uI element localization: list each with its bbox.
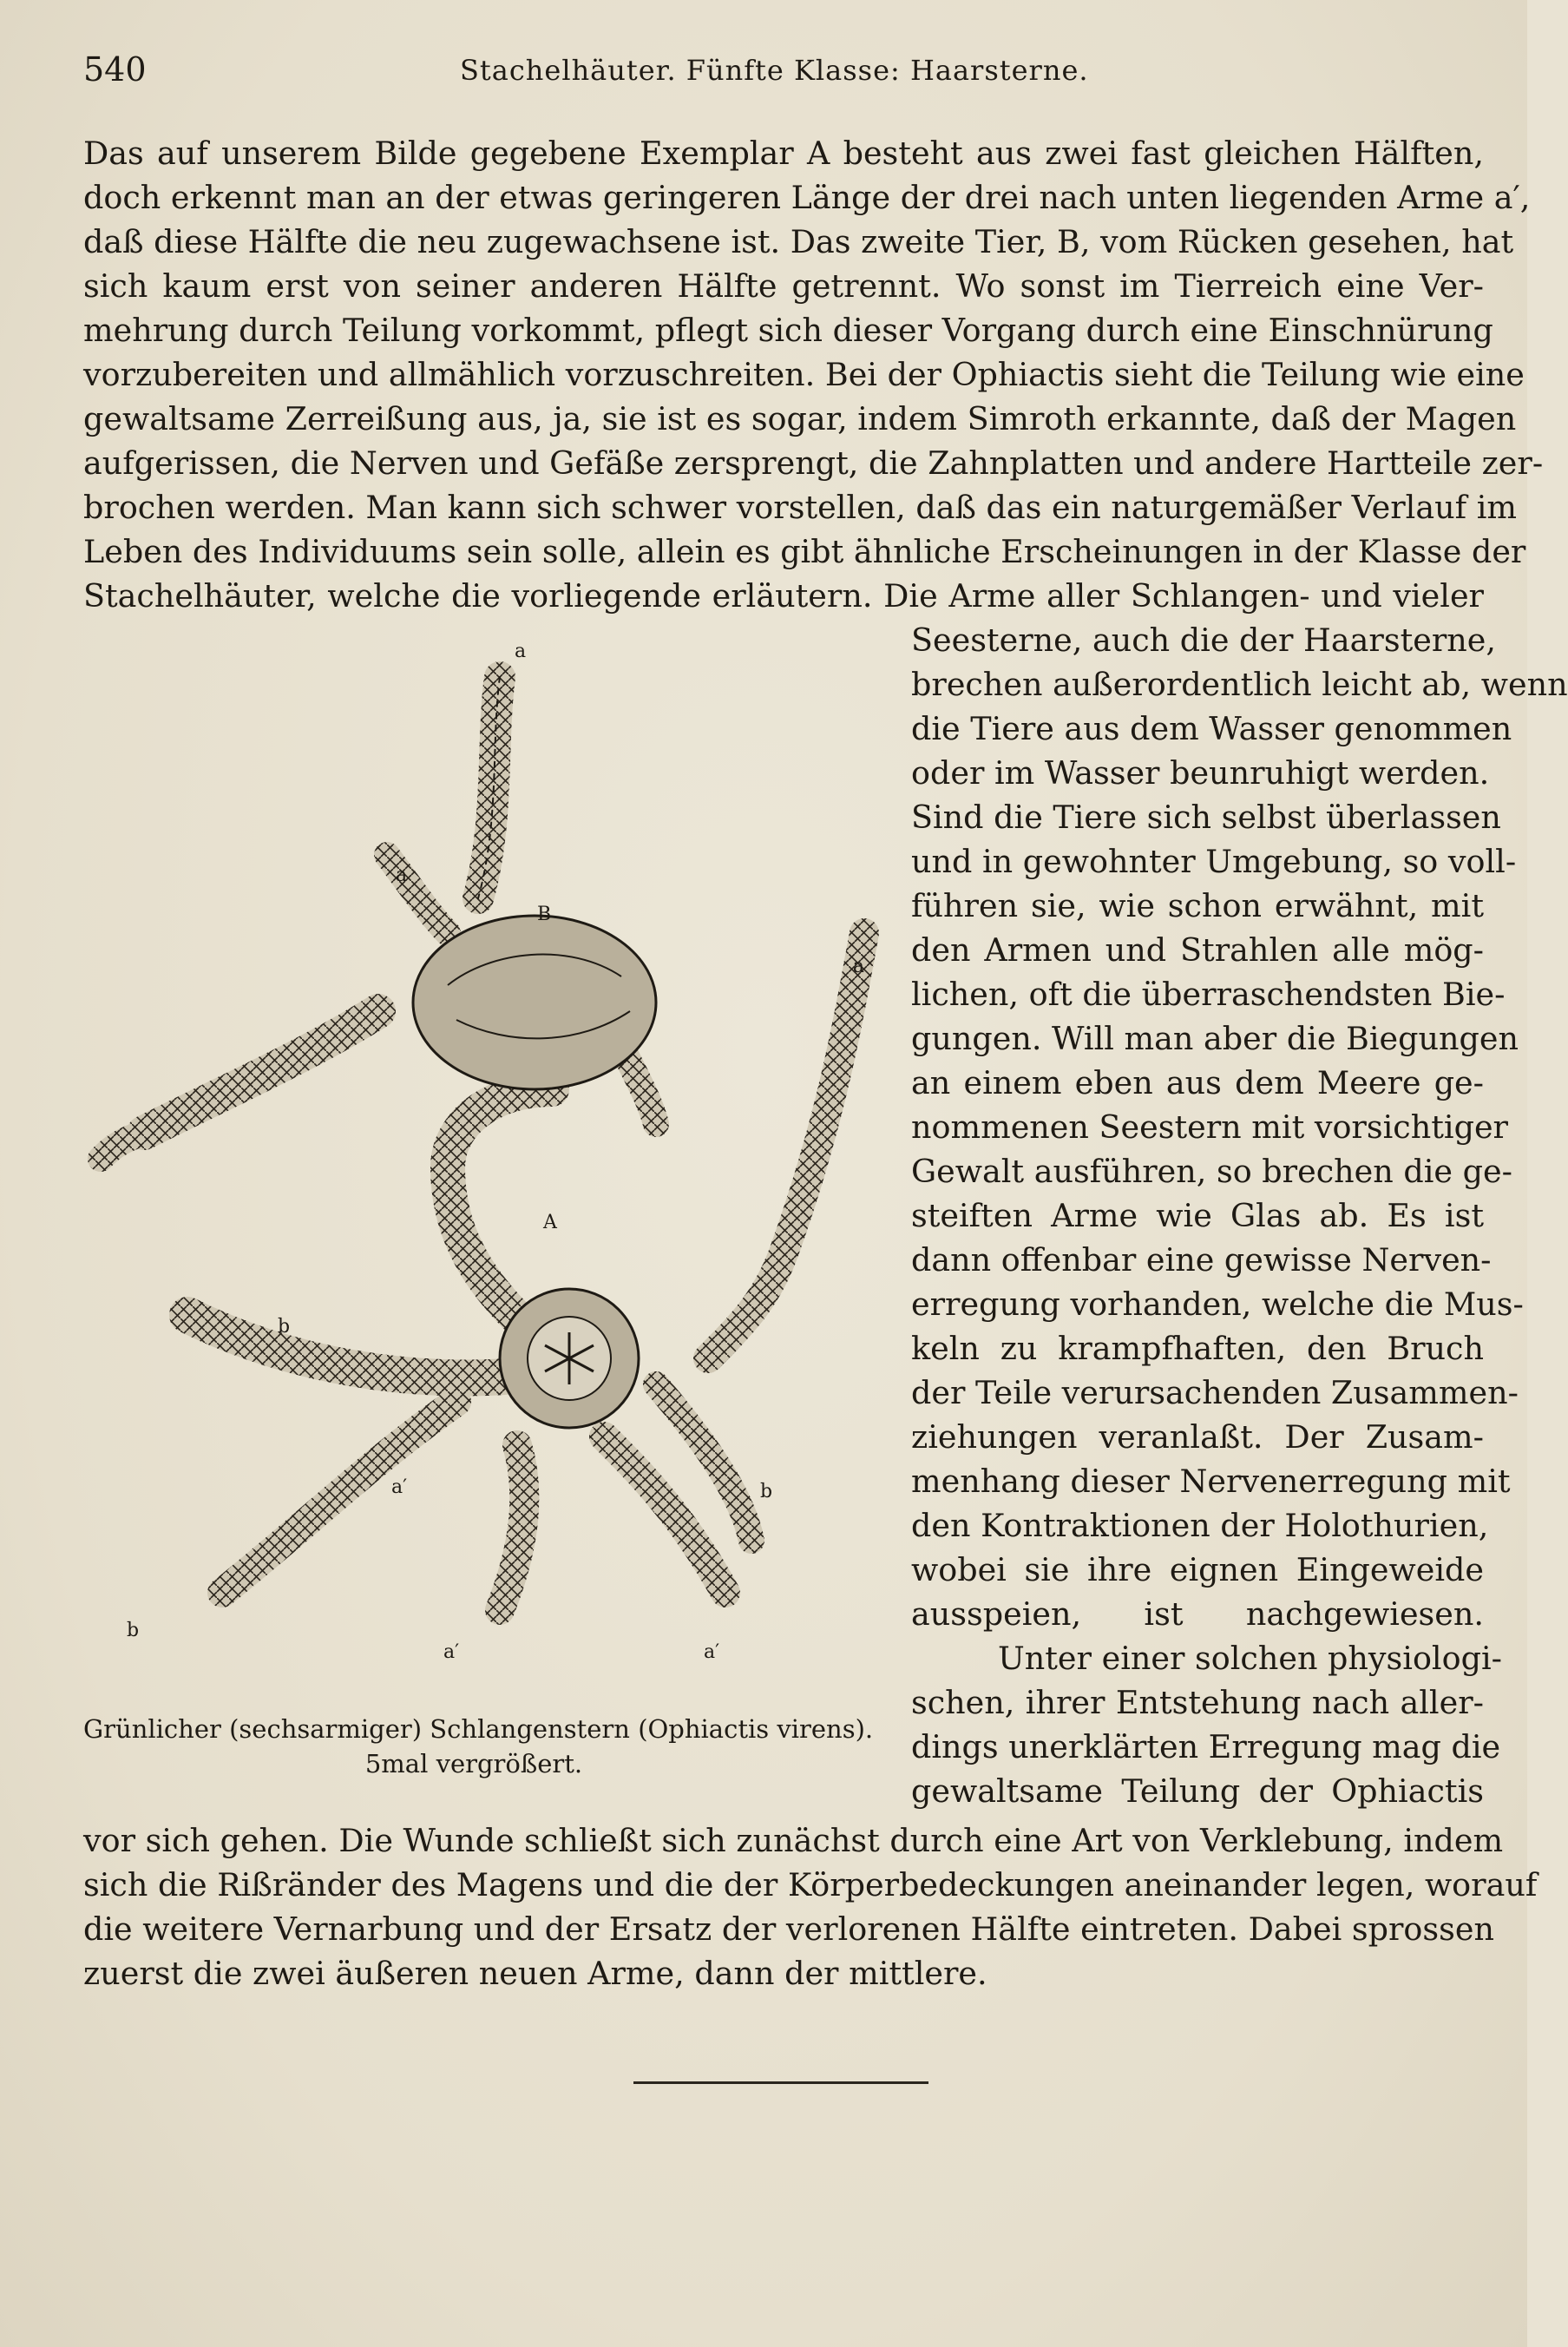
body-line: zuerst die zwei äußeren neuen Arme, dann der mittlere. (83, 1955, 987, 1992)
column-line: führen sie, wie schon erwähnt, mit (911, 887, 1484, 924)
body-line: sich die Rißränder des Magens und die der Körperbedeckungen aneinander legen, worauf (83, 1866, 1538, 1903)
column-line: den Kontraktionen der Holothurien, (911, 1507, 1489, 1544)
column-line: gungen. Will man aber die Biegungen (911, 1020, 1519, 1057)
body-line: Leben des Individuums sein solle, allein es gibt ähnliche Erscheinungen in der Klasse der (83, 533, 1526, 570)
figure-ophiactis (83, 638, 874, 1778)
body-line: Stachelhäuter, welche die vorliegende erläutern. Die Arme aller Schlangen- und vieler (83, 577, 1484, 615)
column-line: Sind die Tiere sich selbst überlassen (911, 799, 1501, 836)
figure-label: b (278, 1316, 291, 1338)
body-line: mehrung durch Teilung vorkommt, pflegt sich dieser Vorgang durch eine Einschnürung (83, 312, 1493, 349)
column-line: schen, ihrer Entstehung nach aller- (911, 1684, 1484, 1721)
column-line: brechen außerordentlich leicht ab, wenn (911, 666, 1568, 703)
column-line: wobei sie ihre eignen Eingeweide (911, 1551, 1484, 1588)
figure-caption-magnification: 5mal vergrößert. (364, 1749, 583, 1778)
brittle-star-illustration (83, 638, 864, 1714)
arm-strokes (101, 677, 864, 1610)
column-line: erregung vorhanden, welche die Mus- (911, 1285, 1524, 1323)
body-line: daß diese Hälfte die neu zugewachsene ist. Das zweite Tier, B, vom Rücken gesehen, hat (83, 223, 1514, 260)
column-line: Unter einer solchen physiologi- (998, 1640, 1502, 1677)
figure-label: a′ (391, 1476, 408, 1498)
running-head: Stachelhäuter. Fünfte Klasse: Haarsterne. (460, 54, 1089, 87)
column-line: dann offenbar eine gewisse Nerven- (911, 1241, 1492, 1279)
column-line: Gewalt ausführen, so brechen die ge- (911, 1153, 1512, 1190)
body-line: die weitere Vernarbung und der Ersatz der verlorenen Hälfte eintreten. Dabei sprossen (83, 1910, 1494, 1948)
body-line: aufgerissen, die Nerven und Gefäße zersprengt, die Zahnplatten und andere Hartteile zer- (83, 444, 1544, 482)
column-line: oder im Wasser beunruhigt werden. (911, 754, 1490, 792)
column-line: ausspeien, ist nachgewiesen. (911, 1595, 1484, 1633)
column-line: steiften Arme wie Glas ab. Es ist (911, 1197, 1484, 1234)
figure-label: a (515, 641, 527, 662)
column-line: Seesterne, auch die der Haarsterne, (911, 621, 1497, 659)
column-line: der Teile verursachenden Zusammen- (911, 1374, 1519, 1411)
body-line: doch erkennt man an der etwas geringeren Länge der drei nach unten liegenden Arme a′, (83, 179, 1531, 216)
column-line: den Armen und Strahlen alle mög- (911, 931, 1484, 969)
column-line: menhang dieser Nervenerregung mit (911, 1463, 1511, 1500)
page-number: 540 (83, 50, 147, 89)
figure-label: b (760, 1481, 773, 1502)
body-line: Das auf unserem Bilde gegebene Exemplar A besteht aus zwei fast gleichen Hälften, (83, 135, 1484, 172)
column-line: lichen, oft die überraschendsten Bie- (911, 976, 1506, 1013)
figure-caption: Grünlicher (sechsarmiger) Schlangenstern (Ophiactis virens). (83, 1714, 874, 1744)
body-line: vorzubereiten und allmählich vorzuschreiten. Bei der Ophiactis sieht die Teilung wie eine (83, 356, 1525, 393)
body-line: sich kaum erst von seiner anderen Hälfte getrennt. Wo sonst im Tierreich eine Ver- (83, 267, 1484, 305)
column-line: an einem eben aus dem Meere ge- (911, 1064, 1484, 1101)
figure-label: a′ (443, 1641, 460, 1663)
column-line: die Tiere aus dem Wasser genommen (911, 710, 1512, 747)
figure-label: b (127, 1620, 140, 1641)
disc-specimen-b (413, 916, 656, 1089)
figure-label: a′ (704, 1641, 720, 1663)
column-line: ziehungen veranlaßt. Der Zusam- (911, 1418, 1484, 1456)
column-line: gewaltsame Teilung der Ophiactis (911, 1772, 1484, 1810)
column-line: keln zu krampfhaften, den Bruch (911, 1330, 1484, 1367)
body-line: vor sich gehen. Die Wunde schließt sich zunächst durch eine Art von Verklebung, indem (83, 1822, 1504, 1859)
figure-label: A (543, 1212, 557, 1233)
column-line: dings unerklärten Erregung mag die (911, 1728, 1501, 1765)
section-divider (633, 2081, 928, 2084)
figure-label: a (852, 956, 864, 977)
page-header (0, 50, 1527, 94)
column-line: und in gewohnter Umgebung, so voll- (911, 843, 1517, 880)
column-line: nommenen Seestern mit vorsichtiger (911, 1108, 1508, 1146)
figure-label: B (537, 904, 552, 925)
body-line: brochen werden. Man kann sich schwer vorstellen, daß das ein naturgemäßer Verlauf im (83, 489, 1517, 526)
figure-label: a (396, 865, 408, 886)
body-line: gewaltsame Zerreißung aus, ja, sie ist es sogar, indem Simroth erkannte, daß der Magen (83, 400, 1517, 437)
